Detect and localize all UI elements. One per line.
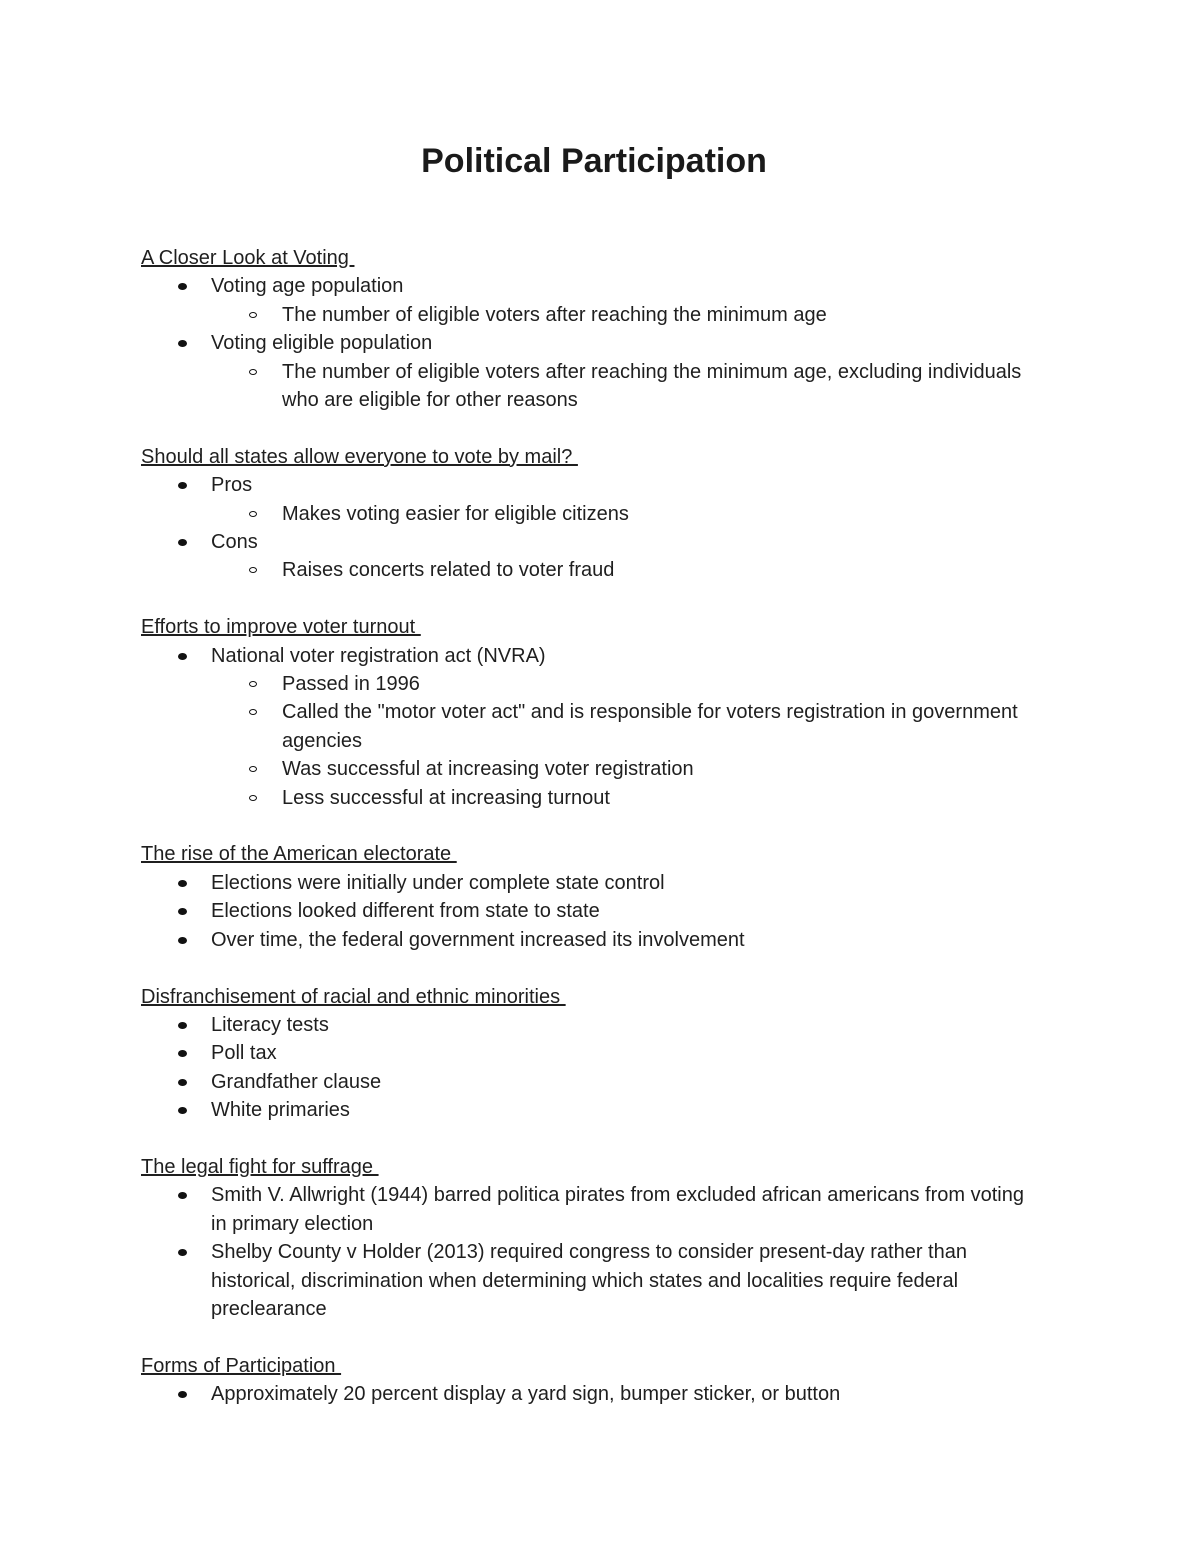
section-heading: The legal fight for suffrage [141, 1155, 379, 1178]
filled-bullet-icon [178, 937, 187, 944]
sub-list-item-text: Less successful at increasing turnout [282, 786, 610, 809]
list-item-text: White primaries [211, 1099, 350, 1122]
page-title: Political Participation [421, 142, 767, 180]
list-item [141, 1011, 1041, 1039]
list-item-text: Elections were initially under complete state control [211, 871, 665, 894]
section-heading: Disfranchisement of racial and ethnic minorities [141, 985, 566, 1008]
filled-bullet-icon [178, 1107, 187, 1114]
section [141, 1352, 1041, 1409]
filled-bullet-icon [178, 283, 187, 290]
filled-bullet-icon [178, 1391, 187, 1398]
sub-list-item-text: Passed in 1996 [282, 673, 420, 696]
list-item-text: Approximately 20 percent display a yard sign, bumper sticker, or button [211, 1383, 841, 1406]
section [141, 840, 1041, 954]
filled-bullet-icon [178, 340, 187, 347]
list-item-text: Voting age population [211, 275, 404, 298]
list-item [141, 528, 1041, 556]
list-item-text: Smith V. Allwright (1944) barred politica pirates from excluded african americans from voting in primary election [211, 1184, 1024, 1235]
hollow-bullet-icon [249, 312, 257, 318]
list-item [141, 926, 1041, 954]
filled-bullet-icon [178, 1079, 187, 1086]
list-item-text: Voting eligible population [211, 332, 433, 355]
list-item-text: Shelby County v Holder (2013) required congress to consider present-day rather than historical, discrimination when determining which states and localities require federal preclearance [211, 1241, 967, 1320]
section-heading: Should all states allow everyone to vote by mail? [141, 445, 578, 468]
hollow-bullet-icon [249, 766, 257, 772]
filled-bullet-icon [178, 539, 187, 546]
list-item [141, 272, 1041, 300]
sub-list-item [141, 500, 1041, 528]
sub-list-item [141, 755, 1041, 783]
filled-bullet-icon [178, 653, 187, 660]
section-heading: The rise of the American electorate [141, 843, 457, 866]
list-item-text: Pros [211, 474, 253, 497]
sub-list-item-text: The number of eligible voters after reaching the minimum age, excluding individuals who are eligible for other reasons [282, 360, 1022, 412]
filled-bullet-icon [178, 1050, 187, 1057]
sub-list-item [141, 698, 1041, 755]
sub-list-item [141, 301, 1041, 329]
section-heading: Efforts to improve voter turnout [141, 616, 421, 639]
hollow-bullet-icon [249, 369, 257, 375]
sub-list-item [141, 358, 1041, 415]
list-item-text: Elections looked different from state to state [211, 900, 600, 923]
list-item [141, 1181, 1041, 1238]
section [141, 443, 1041, 585]
sub-list-item-text: Called the "motor voter act" and is responsible for voters registration in government agencies [282, 701, 1018, 752]
sub-list-item [141, 556, 1041, 584]
list-item-text: Poll tax [211, 1042, 277, 1065]
hollow-bullet-icon [249, 795, 257, 801]
sub-list-item [141, 784, 1041, 812]
list-item [141, 869, 1041, 897]
list-item-text: Grandfather clause [211, 1070, 382, 1093]
list-item [141, 1039, 1041, 1067]
hollow-bullet-icon [249, 681, 257, 687]
list-item [141, 1238, 1041, 1323]
section-heading: Forms of Participation [141, 1354, 342, 1377]
filled-bullet-icon [178, 880, 187, 887]
hollow-bullet-icon [249, 511, 257, 517]
list-item [141, 1096, 1041, 1124]
filled-bullet-icon [178, 908, 187, 915]
section [141, 613, 1041, 812]
list-item [141, 471, 1041, 499]
section [141, 1153, 1041, 1323]
list-item [141, 897, 1041, 925]
list-item-text: Over time, the federal government increased its involvement [211, 928, 745, 951]
sub-list-item [141, 670, 1041, 698]
list-item-text: Cons [211, 531, 258, 554]
sub-list-item-text: Makes voting easier for eligible citizens [282, 502, 629, 525]
filled-bullet-icon [178, 1192, 187, 1199]
section [141, 983, 1041, 1125]
sub-list-item-text: The number of eligible voters after reaching the minimum age [282, 303, 827, 326]
section [141, 244, 1041, 414]
list-item [141, 329, 1041, 357]
list-item [141, 1068, 1041, 1096]
sub-list-item-text: Raises concerts related to voter fraud [282, 559, 615, 582]
filled-bullet-icon [178, 1022, 187, 1029]
list-item-text: National voter registration act (NVRA) [211, 644, 546, 667]
document-body [141, 244, 1041, 1437]
list-item [141, 642, 1041, 670]
list-item [141, 1380, 1041, 1408]
hollow-bullet-icon [249, 567, 257, 573]
sub-list-item-text: Was successful at increasing voter registration [282, 758, 694, 781]
filled-bullet-icon [178, 482, 187, 489]
hollow-bullet-icon [249, 709, 257, 715]
list-item-text: Literacy tests [211, 1013, 329, 1036]
filled-bullet-icon [178, 1249, 187, 1256]
section-heading: A Closer Look at Voting [141, 247, 355, 269]
